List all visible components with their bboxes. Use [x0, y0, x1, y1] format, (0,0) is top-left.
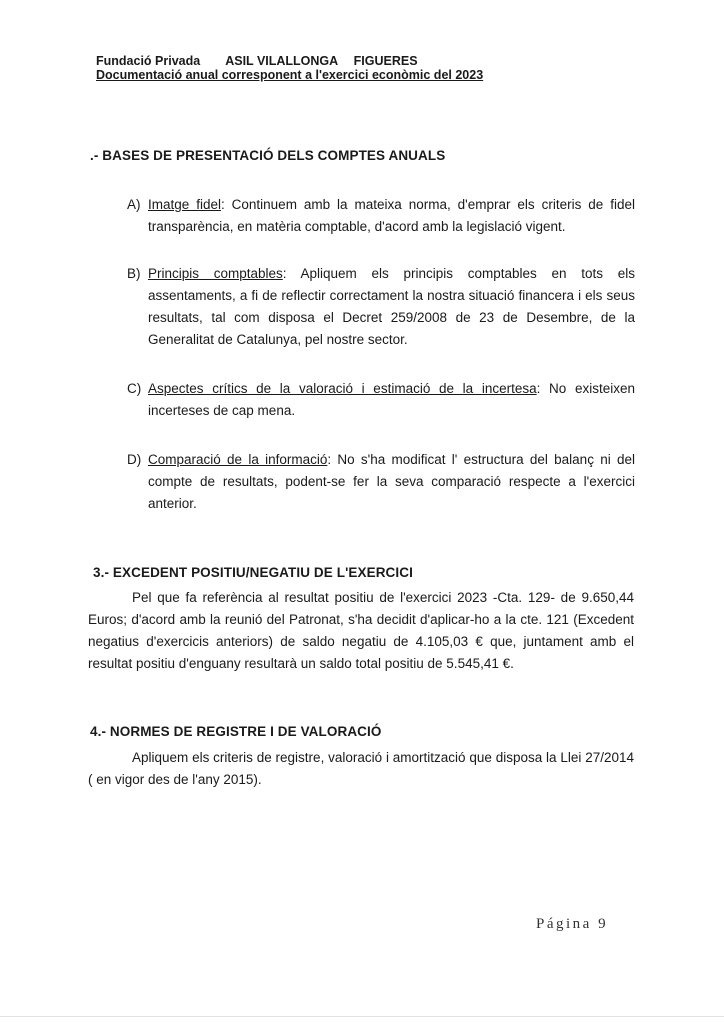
item-imatge-fidel	[127, 194, 635, 238]
page-footer	[536, 916, 608, 933]
item-comparacio	[127, 449, 635, 515]
header-org: Fundació Privada	[96, 54, 201, 68]
scan-edge-line	[0, 1016, 724, 1017]
item-letter: A)	[127, 197, 141, 212]
page-label: Página	[536, 916, 592, 932]
item-title: Comparació de la informació	[148, 452, 328, 467]
page-number: 9	[598, 916, 609, 932]
item-aspectes-critics	[127, 378, 635, 422]
section-text-normes	[88, 747, 634, 791]
item-principis-comptables	[127, 263, 635, 351]
item-letter: B)	[127, 266, 141, 281]
paragraph: Pel que fa referència al resultat positiu de l'exercici 2023 -Cta. 129- de 9.650,44 Euros; d'acord amb la reunió del Patronat, s'ha decidit d'aplicar-ho a la cte. 121 (Excedent negatius d'exercicis anteriors) de saldo negatiu de 4.105,03 € que, juntament amb el resultat positiu d'enguany resultarà un saldo total positiu de 5.545,41 €.	[88, 590, 634, 671]
section-title-bases: .- BASES DE PRESENTACIÓ DELS COMPTES ANUALS	[90, 148, 446, 163]
item-text: : Apliquem els principis comptables en tots els assentaments, a fi de reflectir correctament la nostra situació financera i els seus resultats, tal com disposa el Decret 259/2008 de 23 de Desembre, de la Generalitat de Catalunya, pel nostre sector.	[148, 266, 635, 347]
item-text: : Continuem amb la mateixa norma, d'emprar els criteris de fidel transparència, en matèria comptable, d'acord amb la legislació vigent.	[148, 197, 635, 234]
document-header	[96, 54, 483, 82]
header-subtitle: Documentació anual corresponent a l'exercici econòmic del 2023	[96, 68, 484, 82]
item-title: Aspectes crítics de la valoració i estimació de la incertesa	[148, 381, 537, 396]
item-text: : No existeixen incerteses de cap mena.	[148, 381, 635, 418]
item-title: Principis comptables	[148, 266, 283, 281]
item-letter: C)	[127, 381, 142, 396]
header-city: FIGUERES	[353, 54, 418, 68]
item-text: : No s'ha modificat l' estructura del balanç ni del compte de resultats, podent-se fer la seva comparació respecte a l'exercici anterior.	[148, 452, 635, 511]
paragraph: Apliquem els criteris de registre, valoració i amortització que disposa la Llei 27/2014 ( en vigor des de l'any 2015).	[88, 750, 634, 787]
header-name: ASIL VILALLONGA	[225, 54, 339, 68]
section-text-excedent	[88, 587, 634, 675]
item-letter: D)	[127, 452, 142, 467]
section-title-normes: 4.- NORMES DE REGISTRE I DE VALORACIÓ	[90, 724, 382, 739]
section-title-excedent: 3.- EXCEDENT POSITIU/NEGATIU DE L'EXERCICI	[93, 565, 413, 580]
item-title: Imatge fidel	[148, 197, 221, 212]
